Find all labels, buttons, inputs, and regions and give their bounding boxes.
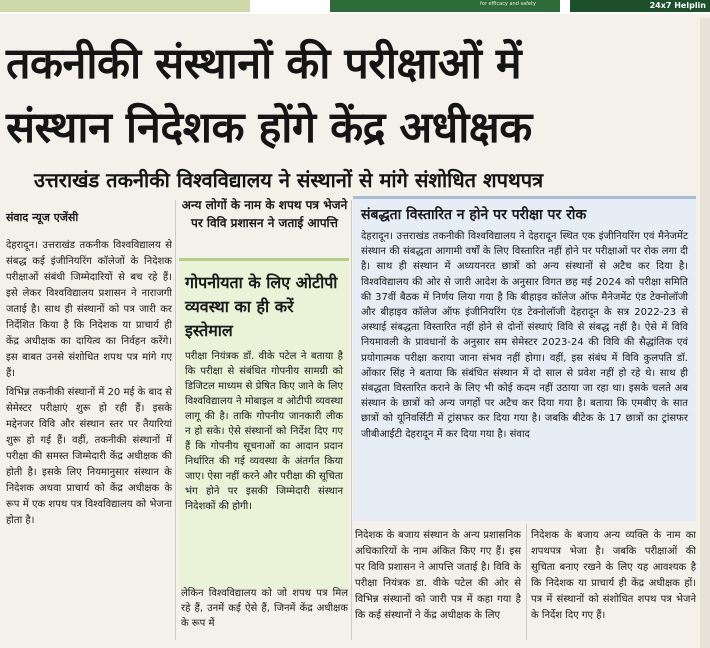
otp-info-box xyxy=(179,258,349,589)
subheadline: उत्तराखंड तकनीकी विश्वविद्यालय ने संस्थानों से मांगे संशोधित शपथपत्र xyxy=(34,168,544,192)
column2-bottom-text: लेकिन विश्वविद्यालय को जो शपथ पत्र मिल रहे हैं, उनमें कई ऐसे हैं, जिनमें केंद्र अधीक्षक के रूप में xyxy=(181,588,348,629)
ad-banner-left xyxy=(0,0,250,12)
column1-paragraph-1: देहरादून। उत्तराखंड तकनीक विश्वविद्यालय से संबद्ध कई इंजीनियरिंग कॉलेजों के निदेशक परीक्षाओं संबंधी जिम्मेदारियों से बच रहे हैं। इसे लेकर विश्वविद्यालय प्रशासन ने नाराजगी जताई है। साथ ही संस्थानों को पत्र जारी कर निर्देशित किया है कि निदेशक या प्राचार्य ही केंद्र अधीक्षक का दायित्व का निर्वहन करेंगे। इस बाबत उनसे संशोधित शपथ पत्र मांगे गए हैं। xyxy=(6,240,172,379)
affiliation-box-heading: संबद्धता विस्तारित न होने पर परीक्षा पर रोक xyxy=(361,207,587,223)
column-divider-1 xyxy=(175,200,176,640)
helpline-text: 24x7 Helplin xyxy=(649,1,706,10)
column4-bottom-text: निदेशक के बजाय अन्य व्यक्ति के नाम का शपथपत्र भेजा है। जबकि परीक्षाओं की सुचिता बनाए रखने के लिए यह आवश्यक है कि निदेशक या प्राचार्य ही केंद्र अधीक्षक हों। पत्र में संस्थानों को संशोधित शपथ पत्र भेजने के निर्देश दिए गए हैं। xyxy=(531,530,696,621)
ad-banner-middle xyxy=(330,0,560,12)
column1-paragraph-2: विभिन्न तकनीकी संस्थानों में 20 मई के बाद से सेमेस्टर परीक्षाएं शुरू हो रही हैं। इसके मद्देनजर विवि और संस्थान स्तर पर तैयारियां शुरू हो गई हैं। वहीं, तकनीकी संस्थानों में परीक्षा की समस्त जिम्मेदारी केंद्र अधीक्षक की होती है। इसके लिए नियमानुसार संस्थान के निदेशक अथवा प्राचार्य को केंद्र अधीक्षक के रूप में एक शपथ पत्र विश्वविद्यालय को भेजना होता है। xyxy=(6,387,172,526)
headline-line-2: संस्थान निदेशक होंगे केंद्र अधीक्षक xyxy=(6,103,532,153)
column3-bottom-text: निदेशक के बजाय संस्थान के अन्य प्रशासनिक अधिकारियों के नाम अंकित किए गए हैं। इस पर विवि प्रशासन ने आपत्ति जताई है। विवि के परीक्षा नियंत्रक डा. वीके पटेल की ओर से विभिन्न संस्थानों को जारी पत्र में कहा गया है कि कई संस्थानों ने केंद्र अधीक्षक के लिए xyxy=(355,530,521,621)
otp-box-body: परीक्षा नियंत्रक डॉ. वीके पटेल ने बताया है कि परीक्षा से संबंधित गोपनीय सामग्री को डिजिटल माध्यम से प्रेषित किए जाने के लिए विश्वविद्यालय ने मोबाइल व ओटीपी व्यवस्था लागू की है। ताकि गोपनीय जानकारी लीक न हो सके। ऐसे संस्थानों को निर्देश दिए गए हैं कि गोपनीय सूचनाओं का आदान प्रदान निर्धारित की गई व्यवस्था के अंतर्गत किया जाए। ऐसा नहीं करने और परीक्षा की सूचिता भंग होने पर इसकी जिम्मेदारी संस्थान निदेशकों की होगी। xyxy=(185,351,343,512)
article-column-1 xyxy=(6,238,172,529)
affiliation-box-body: देहरादून। उत्तराखंड तकनीकी विश्वविद्यालय ने देहरादून स्थित एक इंजीनियरिंग एवं मैनेजमेंट संस्थान की संबद्धता आगामी वर्षों के लिए विस्तारित नहीं होने पर परीक्षाओं पर रोक लगा दी है। साथ ही संस्थान में अध्ययनरत छात्रों को अन्य संस्थानों से अटैच कर दिया है। विश्वविद्यालय की ओर से जारी आदेश के अनुसार विगत छह मई 2024 को परीक्षा समिति की 37वीं बैठक में निर्णय लिया गया है कि बीहाइव कॉलेज ऑफ मैनेजमेंट एंड टेक्नोलॉजी और बीहाइव कॉलेज ऑफ इंजीनियरिंग एंड टेक्नोलॉजी देहरादून के सत्र 2022-23 से अस्थाई संबद्धता विस्तारित नहीं होने से दोनों संस्थाएं विवि से संबद्ध नहीं है। ऐसे में विवि नियमावली के प्रावधानों के अनुसार सम सेमेस्टर 2023-24 की विवि की सैद्धांतिक एवं प्रयोगात्मक परीक्षा कराया जाना संभव नहीं होगा। वहीं, इस संबंध में विवि कुलपति डॉ. ओंकार सिंह ने बताया कि संबंधित संस्थान में दो साल से प्रवेश नहीं हो रहे थे। साथ ही संबद्धता विस्तारित कराने के लिए भी कोई कदम नहीं उठाया जा रहा था। इसके चलते अब संस्थान के छात्रों को अन्य जगहों पर अटैच कर दिया गया है। बताया कि एमबीए के सात छात्रों को यूनिवर्सिटी में ट्रांसफर कर दिया गया है। जबकि बीटेक के 17 छात्रों का ट्रांसफर जीबीआईटी देहरादून में कर दिया गया है। संवाद xyxy=(361,231,688,440)
top-ad-strip xyxy=(0,0,710,14)
column-divider-2 xyxy=(351,200,352,640)
ad-banner-right xyxy=(570,0,710,12)
headline-line-1: तकनीकी संस्थानों की परीक्षाओं में xyxy=(6,39,522,89)
column-divider-3 xyxy=(526,524,527,640)
affiliation-news-box xyxy=(353,196,696,521)
ad-small-text: for efficacy and safety xyxy=(480,1,536,7)
side-deck-text: अन्य लोगों के नाम के शपथ पत्र भेजने पर विवि प्रशासन ने जताई आपत्ति xyxy=(181,198,348,230)
byline: संवाद न्यूज एजेंसी xyxy=(6,211,79,224)
page-edge-shadow xyxy=(700,18,710,648)
otp-box-heading: गोपनीयता के लिए ओटीपी व्यवस्था का ही करें इस्तेमाल xyxy=(185,273,338,340)
